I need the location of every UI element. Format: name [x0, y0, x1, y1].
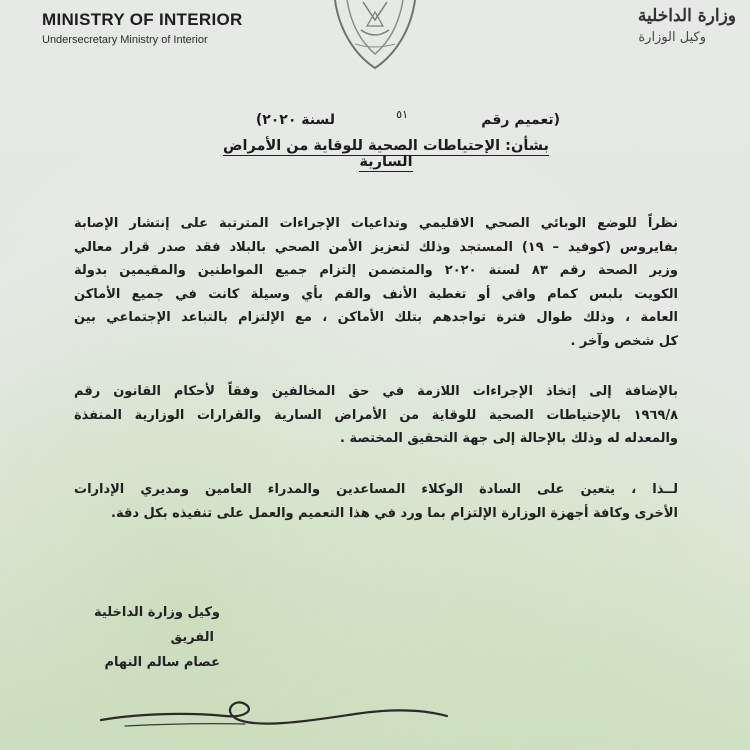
- circular-number-line: [200, 108, 560, 134]
- ministry-title-en: MINISTRY OF INTERIOR: [42, 10, 243, 29]
- circular-number: ٥١: [396, 108, 408, 121]
- paragraph-line: وزير الصحة رقم ٨٣ لسنة ٢٠٢٠ والمتضمن إلتزام جميع المواطنين والمقيمين بدولة: [74, 263, 678, 278]
- handwritten-signature: [95, 690, 455, 740]
- paragraph-line: نظراً للوضع الوبائي الصحي الاقليمي وتداعيات الإجراءات المترتبة على إنتشار الإصابة: [74, 216, 678, 231]
- paragraph-line: العامة ، وذلك طوال فترة تواجدهم بتلك الأماكن ، مع الإلتزام بالتباعد الإجتماعي بين: [74, 310, 678, 325]
- ministry-subtitle-ar: وكيل الوزارة: [638, 30, 706, 45]
- paragraph-line: كل شخص وآخر .: [570, 333, 678, 349]
- paragraph-1: [74, 212, 678, 353]
- subject-line: [200, 138, 572, 170]
- signature-block: [94, 600, 220, 675]
- paragraph-line: الأخرى وكافة أجهزة الوزارة الإلتزام بما ورد في هذا التعميم والعمل على تنفيذه بكل دقة.: [111, 505, 678, 521]
- paragraph-line: بالإضافة إلى إتخاذ الإجراءات اللازمة في حق المخالفين وفقاً لأحكام القانون رقم: [74, 384, 678, 399]
- signatory-name: عصام سالم النهام: [104, 655, 220, 670]
- paragraph-line: بفايروس (كوفيد – ١٩) المستجد وذلك لتعزيز الأمن الصحي بالبلاد فقد صدر قرار معالي: [74, 239, 678, 255]
- paragraph-line: الكويت بلبس كمام واقي أو تغطية الأنف والفم بأي وسيلة كانت في جميع الأماكن: [74, 286, 678, 302]
- circular-label: (تعميم رقم: [481, 112, 560, 128]
- english-letterhead: [42, 10, 243, 46]
- paragraph-line: والمعدله له وذلك بالإحالة إلى جهة التحقيق المختصة .: [340, 431, 678, 446]
- paragraph-2: [74, 380, 678, 451]
- arabic-letterhead: [638, 6, 736, 45]
- circular-year: لسنة ٢٠٢٠): [255, 112, 335, 128]
- signatory-title: وكيل وزارة الداخلية: [94, 605, 220, 620]
- state-emblem-icon: [325, 0, 425, 70]
- paragraph-3: [74, 478, 678, 525]
- paragraph-line: ١٩٦٩/٨ بالإحتياطات الصحية للوقاية من الأمراض السارية والقرارات الوزارية المنفذة: [74, 407, 678, 423]
- ministry-title-ar: وزارة الداخلية: [637, 6, 736, 26]
- ministry-subtitle-en: Undersecretary Ministry of Interior: [42, 34, 208, 46]
- subject-text: بشأن: الإحتياطات الصحية للوقاية من الأمراض السارية: [223, 138, 549, 170]
- paragraph-line: لــذا ، يتعين على السادة الوكلاء المساعدين والمدراء العامين ومديري الإدارات: [74, 482, 678, 497]
- signatory-rank: الفريق: [170, 630, 214, 645]
